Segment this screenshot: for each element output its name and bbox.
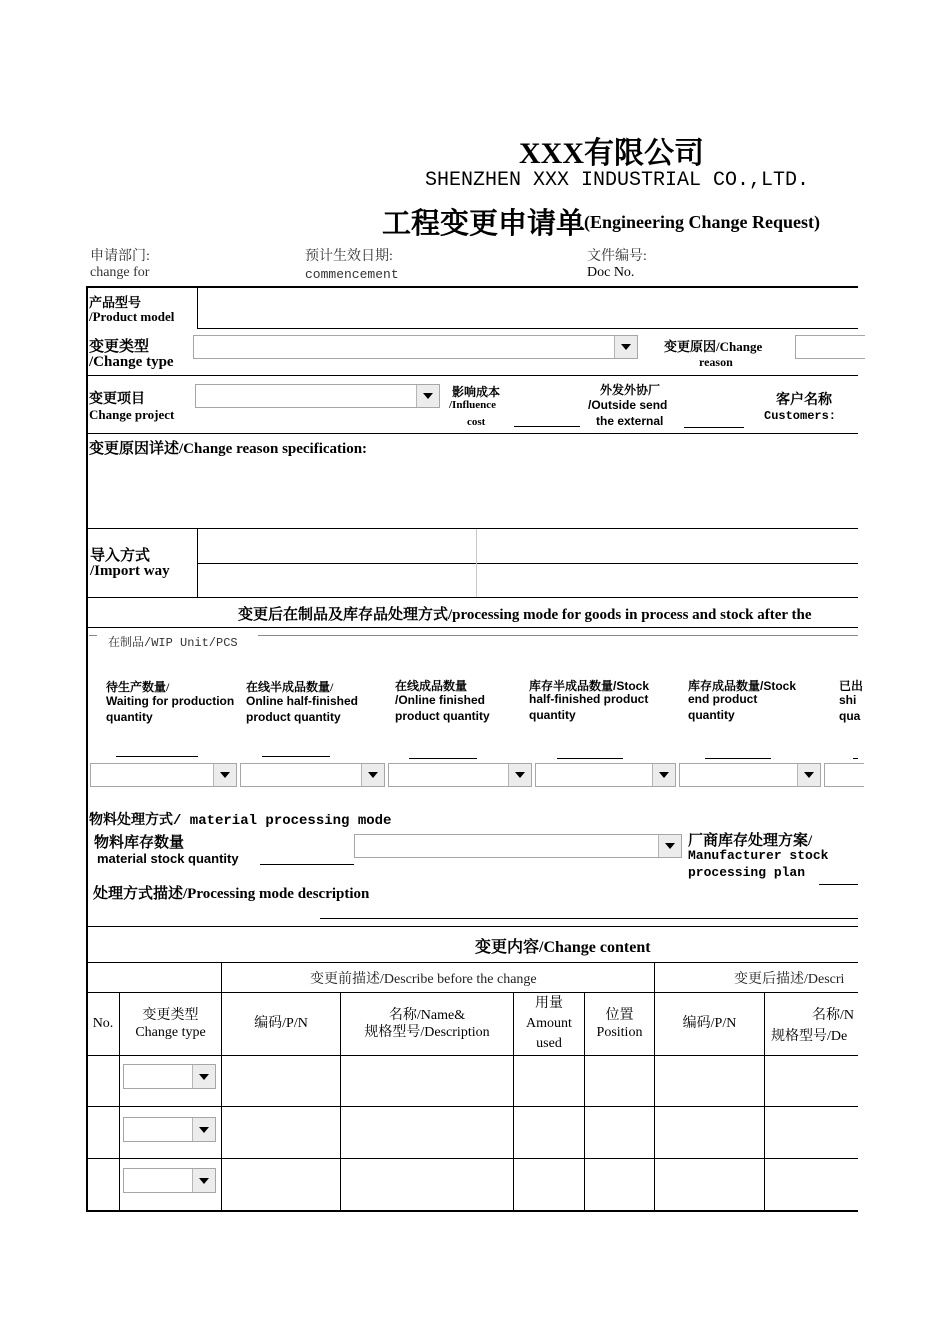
after-change-header: 变更后描述/Descri [734,972,845,987]
change-type-select[interactable] [193,335,638,359]
wip-qty-1-input[interactable] [116,756,198,757]
col-header-name [341,993,513,1055]
material-plan-label-en2: processing plan [688,865,806,880]
chevron-down-icon[interactable] [416,385,439,407]
change-project-label-cn: 变更项目 [89,392,145,407]
change-project-select[interactable] [195,384,440,408]
wip-col-4-cn: 库存半成品数量/Stock [529,679,650,693]
wip-select-2[interactable] [240,763,385,787]
wip-select-5[interactable] [679,763,821,787]
chevron-down-icon[interactable] [652,764,675,786]
col-header-name-after-cn: 名称/N [812,1008,854,1023]
col-header-position [585,993,654,1055]
wip-col-3-en2: product quantity [395,709,490,723]
change-content-title: 变更内容/Change content [475,939,651,956]
wip-select-4[interactable] [535,763,676,787]
wip-group-label: 在制品/WIP Unit/PCS [108,636,238,650]
chevron-down-icon[interactable] [213,764,236,786]
processing-mode-desc-label: 处理方式描述/Processing mode description [93,886,370,902]
import-way-label-en: /Import way [90,563,170,579]
change-reason-field[interactable] [795,335,865,359]
col-header-amount [514,993,584,1055]
col-header-no-text: No. [92,1016,114,1032]
processing-mode-desc-input[interactable] [320,918,858,919]
wip-col-1-cn: 待生产数量/ [106,680,170,694]
change-type-label-cn: 变更类型 [89,339,150,355]
influence-cost-label-en: /Influence [449,399,497,411]
import-way-label-cn: 导入方式 [90,548,151,564]
chevron-down-icon[interactable] [508,764,531,786]
influence-cost-input[interactable] [514,426,580,427]
reason-spec-label: 变更原因详述/Change reason specification: [89,441,368,457]
chevron-down-icon[interactable] [614,336,637,358]
row-2-change-type-select[interactable] [123,1117,216,1142]
material-title: 物料处理方式/ material processing mode [89,813,392,829]
material-plan-input[interactable] [819,884,858,885]
wip-col-1-en2: quantity [106,710,153,724]
wip-col-4-en1: half-finished product [529,692,649,706]
chevron-down-icon[interactable] [192,1065,215,1088]
row-1-change-type-select[interactable] [123,1064,216,1089]
col-header-position-en: Position [596,1025,643,1040]
chevron-down-icon[interactable] [192,1118,215,1141]
row-3-change-type-select[interactable] [123,1168,216,1193]
date-label-en: commencement [305,267,399,282]
wip-col-3-en1: /Online finished [395,693,486,707]
wip-select-6[interactable] [824,763,864,787]
material-stock-input[interactable] [260,864,354,865]
col-header-type-en: Change type [135,1025,206,1040]
docno-label-en: Doc No. [587,265,635,280]
col-header-type-cn: 变更类型 [142,1007,199,1023]
wip-col-6-en2: qua [839,709,861,723]
change-project-label-en: Change project [89,407,175,422]
customers-label-cn: 客户名称 [776,393,832,408]
wip-col-6-cn: 已出 [839,679,864,693]
col-header-position-cn: 位置 [605,1007,634,1023]
outside-send-label-en: /Outside send [588,398,668,412]
wip-col-3-cn: 在线成品数量 [395,679,468,693]
col-header-no [87,993,119,1055]
col-header-name-cn: 名称/Name& [388,1007,466,1023]
dept-label-en: change for [90,265,150,280]
product-model-label-cn: 产品型号 [89,295,142,310]
outside-send-input[interactable] [684,427,744,428]
import-way-field-2[interactable] [199,565,474,595]
chevron-down-icon[interactable] [797,764,820,786]
wip-col-5-en1: end product [688,692,758,706]
chevron-down-icon[interactable] [658,835,681,857]
col-header-type [120,993,221,1055]
before-change-header: 变更前描述/Describe before the change [310,972,537,987]
dept-label-cn: 申请部门: [90,249,150,264]
col-header-amount-cn: 用量 [535,995,563,1011]
col-header-name-after-en: 规格型号/De [771,1029,848,1044]
wip-col-2-en1: Online half-finished [246,694,359,708]
table-row [87,1106,858,1107]
material-plan-select[interactable] [354,834,682,858]
docno-label-cn: 文件编号: [587,249,647,264]
wip-col-2-en2: product quantity [246,710,341,724]
wip-col-6-en1: shi [839,693,857,707]
outside-send-label-en2: the external [596,414,664,428]
col-header-pn-after [655,993,764,1055]
col-header-pn-after-text: 编码/P/N [682,1016,737,1032]
change-type-label-en: /Change type [89,354,174,370]
wip-col-5-cn: 库存成品数量/Stock [688,679,797,693]
influence-cost-label-cn: 影响成本 [452,385,501,399]
product-model-field[interactable] [199,290,855,326]
form-title-cn: 工程变更申请单 [382,208,586,240]
col-header-amount-en1: Amount [526,1015,572,1031]
date-label-cn: 预计生效日期: [305,249,393,264]
material-plan-label-en1: Manufacturer stock [688,848,829,863]
wip-select-3[interactable] [388,763,532,787]
wip-col-5-en2: quantity [688,708,735,722]
chevron-down-icon[interactable] [192,1169,215,1192]
col-header-pn-text: 编码/P/N [254,1016,308,1032]
company-name-en: SHENZHEN XXX INDUSTRIAL CO.,LTD. [425,169,810,192]
material-stock-label-en: material stock quantity [97,851,239,866]
change-reason-label-cn: 变更原因/Change [664,339,763,354]
wip-qty-4-input[interactable] [557,758,623,759]
outside-send-label-cn: 外发外协厂 [600,383,661,397]
change-reason-label-en: reason [699,355,733,369]
table-row [87,1158,858,1159]
wip-qty-6-input[interactable] [853,758,858,759]
wip-select-1[interactable] [90,763,237,787]
company-name-cn: XXX有限公司 [519,137,704,170]
import-way-field-1[interactable] [199,531,474,561]
wip-qty-5-input[interactable] [705,758,771,759]
processing-title: 变更后在制品及库存品处理方式/processing mode for goods in process and stock after the [238,607,812,623]
col-header-amount-en2: used [536,1036,562,1052]
wip-qty-3-input[interactable] [409,758,477,759]
col-header-pn [222,993,340,1055]
form-title-en: (Engineering Change Request) [584,212,821,232]
wip-qty-2-input[interactable] [262,756,330,757]
influence-cost-label-en2: cost [467,416,486,428]
reason-spec-field[interactable] [90,458,855,526]
col-header-name-en: 规格型号/Description [364,1025,490,1040]
material-stock-label-cn: 物料库存数量 [94,835,185,851]
wip-col-2-cn: 在线半成品数量/ [246,680,334,694]
wip-col-4-en2: quantity [529,708,576,722]
chevron-down-icon[interactable] [361,764,384,786]
product-model-label-en: /Product model [89,309,175,324]
wip-col-1-en1: Waiting for production [106,694,235,708]
material-plan-label-cn: 厂商库存处理方案/ [688,833,813,849]
customers-label-en: Customers: [764,409,837,423]
